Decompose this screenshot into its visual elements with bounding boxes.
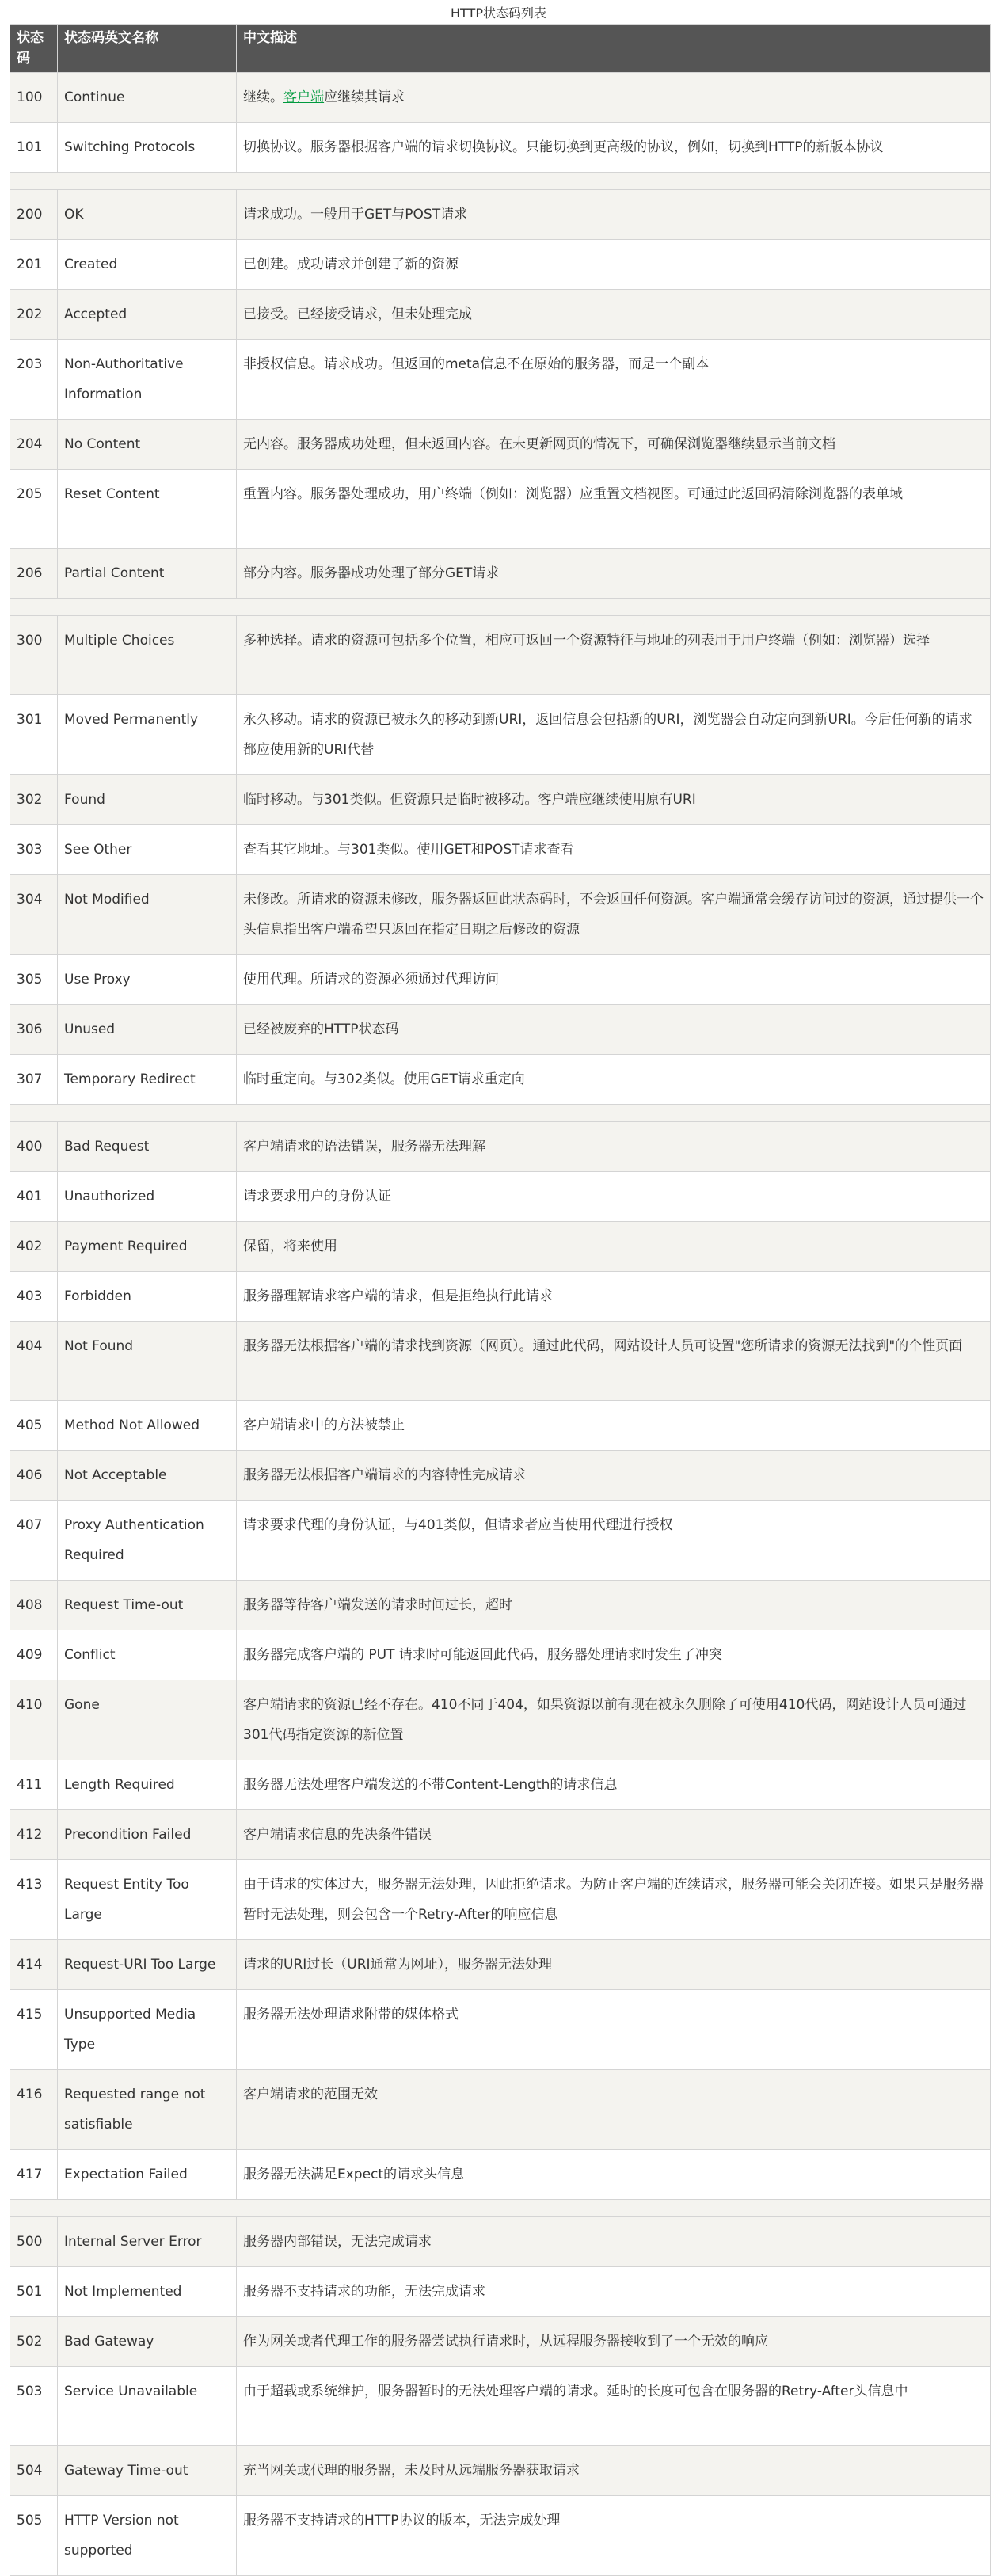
status-description-cell <box>237 1322 991 1401</box>
status-code-cell: 410 <box>10 1680 58 1760</box>
status-code-cell: 503 <box>10 2367 58 2446</box>
status-name-cell: Method Not Allowed <box>58 1401 237 1451</box>
status-description-cell <box>237 1630 991 1680</box>
status-description-cell <box>237 420 991 470</box>
description-text: 由于请求的实体过大，服务器无法处理，因此拒绝请求。为防止客户端的连续请求，服务器可能会关闭连接。如果只是服务器暂时无法处理，则会包含一个Retry-After的响应信息 <box>243 1877 984 1923</box>
group-separator <box>10 1105 991 1122</box>
status-name-cell: Switching Protocols <box>58 123 237 173</box>
description-text: 临时重定向。与302类似。使用GET请求重定向 <box>243 1071 525 1087</box>
status-description-cell <box>237 190 991 240</box>
status-description-cell <box>237 1810 991 1860</box>
description-text: 服务器不支持请求的HTTP协议的版本，无法完成处理 <box>243 2513 561 2528</box>
description-text: 由于超载或系统维护，服务器暂时的无法处理客户端的请求。延时的长度可包含在服务器的Retry-After头信息中 <box>243 2384 908 2399</box>
status-code-cell: 402 <box>10 1222 58 1272</box>
status-code-cell: 204 <box>10 420 58 470</box>
status-name-cell: Gone <box>58 1680 237 1760</box>
status-code-cell: 415 <box>10 1990 58 2070</box>
status-code-cell: 407 <box>10 1501 58 1581</box>
status-code-cell: 405 <box>10 1401 58 1451</box>
status-code-cell: 403 <box>10 1272 58 1322</box>
table-row <box>10 73 991 123</box>
status-description-cell <box>237 2217 991 2267</box>
description-text: 服务器完成客户端的 PUT 请求时可能返回此代码，服务器处理请求时发生了冲突 <box>243 1647 722 1663</box>
status-description-cell <box>237 1401 991 1451</box>
status-code-cell: 304 <box>10 875 58 955</box>
table-row <box>10 470 991 549</box>
status-description-cell <box>237 1055 991 1105</box>
status-description-cell <box>237 290 991 340</box>
status-code-cell: 307 <box>10 1055 58 1105</box>
status-description-cell <box>237 240 991 290</box>
table-row <box>10 775 991 825</box>
status-code-cell: 408 <box>10 1581 58 1630</box>
status-code-cell: 416 <box>10 2070 58 2150</box>
status-description-cell <box>237 2150 991 2200</box>
table-row <box>10 1272 991 1322</box>
header-desc: 中文描述 <box>237 25 991 73</box>
description-text: 请求要求用户的身份认证 <box>243 1189 391 1204</box>
description-text: 已经被废弃的HTTP状态码 <box>243 1022 399 1037</box>
status-code-cell: 401 <box>10 1172 58 1222</box>
table-row <box>10 1451 991 1501</box>
group-separator <box>10 599 991 616</box>
table-row <box>10 695 991 775</box>
table-row <box>10 1122 991 1172</box>
table-row <box>10 1940 991 1990</box>
status-name-cell: Internal Server Error <box>58 2217 237 2267</box>
description-text: 永久移动。请求的资源已被永久的移动到新URI，返回信息会包括新的URI，浏览器会自动定向到新URI。今后任何新的请求都应使用新的URI代替 <box>243 712 972 758</box>
status-name-cell: Unauthorized <box>58 1172 237 1222</box>
description-text: 服务器等待客户端发送的请求时间过长，超时 <box>243 1597 512 1613</box>
description-text: 请求要求代理的身份认证，与401类似，但请求者应当使用代理进行授权 <box>243 1517 673 1533</box>
status-code-cell: 100 <box>10 73 58 123</box>
description-text: 保留，将来使用 <box>243 1239 337 1254</box>
table-row <box>10 2150 991 2200</box>
table-row <box>10 1501 991 1581</box>
status-code-cell: 101 <box>10 123 58 173</box>
status-description-cell <box>237 1005 991 1055</box>
table-row <box>10 340 991 420</box>
status-description-cell <box>237 1222 991 1272</box>
table-row <box>10 2267 991 2317</box>
status-code-cell: 201 <box>10 240 58 290</box>
group-separator <box>10 2200 991 2217</box>
status-description-cell <box>237 2367 991 2446</box>
description-text: 未修改。所请求的资源未修改，服务器返回此状态码时，不会返回任何资源。客户端通常会缓存访问过的资源，通过提供一个头信息指出客户端希望只返回在指定日期之后修改的资源 <box>243 892 984 938</box>
status-name-cell: Request-URI Too Large <box>58 1940 237 1990</box>
status-code-cell: 205 <box>10 470 58 549</box>
table-row <box>10 2446 991 2496</box>
status-description-cell <box>237 1122 991 1172</box>
status-code-cell: 501 <box>10 2267 58 2317</box>
status-name-cell: Not Implemented <box>58 2267 237 2317</box>
table-caption: HTTP状态码列表 <box>451 6 546 21</box>
description-text: 客户端请求中的方法被禁止 <box>243 1417 405 1433</box>
status-description-cell <box>237 2070 991 2150</box>
status-name-cell: Conflict <box>58 1630 237 1680</box>
header-code: 状态码 <box>10 25 58 73</box>
status-name-cell: Expectation Failed <box>58 2150 237 2200</box>
table-row <box>10 875 991 955</box>
status-name-cell: Created <box>58 240 237 290</box>
description-text: 服务器理解请求客户端的请求，但是拒绝执行此请求 <box>243 1288 553 1304</box>
status-name-cell: Accepted <box>58 290 237 340</box>
table-row <box>10 2217 991 2267</box>
description-text: 客户端请求信息的先决条件错误 <box>243 1827 432 1843</box>
description-text: 服务器无法根据客户端的请求找到资源（网页）。通过此代码，网站设计人员可设置"您所请求的资源无法找到"的个性页面 <box>243 1338 963 1354</box>
description-text: 临时移动。与301类似。但资源只是临时被移动。客户端应继续使用原有URI <box>243 792 696 808</box>
status-code-cell: 404 <box>10 1322 58 1401</box>
status-name-cell: Temporary Redirect <box>58 1055 237 1105</box>
status-description-cell <box>237 2496 991 2576</box>
status-name-cell: No Content <box>58 420 237 470</box>
description-text: 请求成功。一般用于GET与POST请求 <box>243 207 468 223</box>
status-code-cell: 305 <box>10 955 58 1005</box>
status-code-cell: 303 <box>10 825 58 875</box>
table-row <box>10 1401 991 1451</box>
status-code-cell: 300 <box>10 616 58 695</box>
description-text: 已创建。成功请求并创建了新的资源 <box>243 257 459 272</box>
status-name-cell: Length Required <box>58 1760 237 1810</box>
status-code-cell: 202 <box>10 290 58 340</box>
description-text: 服务器内部错误，无法完成请求 <box>243 2234 432 2250</box>
table-row <box>10 1680 991 1760</box>
status-name-cell: Request Time-out <box>58 1581 237 1630</box>
status-description-cell <box>237 470 991 549</box>
table-row <box>10 290 991 340</box>
status-name-cell: Precondition Failed <box>58 1810 237 1860</box>
table-row <box>10 2070 991 2150</box>
status-description-cell <box>237 775 991 825</box>
status-description-cell <box>237 2267 991 2317</box>
status-description-cell <box>237 2446 991 2496</box>
status-code-cell: 411 <box>10 1760 58 1810</box>
table-row <box>10 1860 991 1940</box>
status-description-cell <box>237 340 991 420</box>
description-text: 作为网关或者代理工作的服务器尝试执行请求时，从远程服务器接收到了一个无效的响应 <box>243 2334 768 2350</box>
table-row <box>10 1630 991 1680</box>
status-name-cell: See Other <box>58 825 237 875</box>
description-text: 无内容。服务器成功处理，但未返回内容。在未更新网页的情况下，可确保浏览器继续显示当前文档 <box>243 436 835 452</box>
table-row <box>10 2496 991 2576</box>
status-name-cell: Forbidden <box>58 1272 237 1322</box>
description-text: 客户端请求的范围无效 <box>243 2087 378 2102</box>
table-row <box>10 123 991 173</box>
table-row <box>10 240 991 290</box>
status-code-cell: 301 <box>10 695 58 775</box>
status-description-cell <box>237 73 991 123</box>
description-prefix: 继续。 <box>243 89 283 105</box>
description-text: 请求的URI过长（URI通常为网址），服务器无法处理 <box>243 1957 553 1973</box>
description-text: 查看其它地址。与301类似。使用GET和POST请求查看 <box>243 842 574 858</box>
status-description-cell <box>237 825 991 875</box>
table-row <box>10 1990 991 2070</box>
description-text: 已接受。已经接受请求，但未处理完成 <box>243 306 472 322</box>
status-description-cell <box>237 1990 991 2070</box>
status-description-cell <box>237 2317 991 2367</box>
status-code-cell: 502 <box>10 2317 58 2367</box>
description-text: 切换协议。服务器根据客户端的请求切换协议。只能切换到更高级的协议，例如，切换到HTTP的新版本协议 <box>243 139 884 155</box>
table-row <box>10 1760 991 1810</box>
description-text: 服务器不支持请求的功能，无法完成请求 <box>243 2284 485 2300</box>
header-name: 状态码英文名称 <box>58 25 237 73</box>
status-name-cell: Not Found <box>58 1322 237 1401</box>
status-name-cell: Payment Required <box>58 1222 237 1272</box>
group-separator <box>10 173 991 190</box>
status-code-cell: 505 <box>10 2496 58 2576</box>
description-text: 服务器无法根据客户端请求的内容特性完成请求 <box>243 1467 526 1483</box>
table-row <box>10 1322 991 1401</box>
status-name-cell: OK <box>58 190 237 240</box>
table-row <box>10 1172 991 1222</box>
status-description-cell <box>237 1501 991 1581</box>
status-name-cell: Reset Content <box>58 470 237 549</box>
status-name-cell: Proxy Authentication Required <box>58 1501 237 1581</box>
table-row <box>10 955 991 1005</box>
status-description-cell <box>237 695 991 775</box>
status-name-cell: Gateway Time-out <box>58 2446 237 2496</box>
group-separator-cell <box>10 1105 991 1122</box>
description-text: 重置内容。服务器处理成功，用户终端（例如：浏览器）应重置文档视图。可通过此返回码清除浏览器的表单域 <box>243 486 903 502</box>
table-row <box>10 1581 991 1630</box>
group-separator-cell <box>10 173 991 190</box>
table-row <box>10 549 991 599</box>
description-text: 多种选择。请求的资源可包括多个位置，相应可返回一个资源特征与地址的列表用于用户终端（例如：浏览器）选择 <box>243 633 930 649</box>
status-description-cell <box>237 1760 991 1810</box>
status-name-cell: Requested range not satisfiable <box>58 2070 237 2150</box>
status-description-cell <box>237 875 991 955</box>
header-row <box>10 25 991 73</box>
group-separator-cell <box>10 2200 991 2217</box>
status-name-cell: Use Proxy <box>58 955 237 1005</box>
table-row <box>10 420 991 470</box>
status-name-cell: Request Entity Too Large <box>58 1860 237 1940</box>
table-row <box>10 616 991 695</box>
description-text: 服务器无法处理请求附带的媒体格式 <box>243 2007 459 2022</box>
status-code-cell: 406 <box>10 1451 58 1501</box>
table-row <box>10 1055 991 1105</box>
status-description-cell <box>237 549 991 599</box>
status-description-cell <box>237 1451 991 1501</box>
status-name-cell: Unsupported Media Type <box>58 1990 237 2070</box>
table-row <box>10 825 991 875</box>
table-row <box>10 1222 991 1272</box>
status-code-cell: 200 <box>10 190 58 240</box>
table-body <box>10 73 991 2576</box>
status-description-cell <box>237 123 991 173</box>
status-name-cell: Unused <box>58 1005 237 1055</box>
status-description-cell <box>237 1940 991 1990</box>
status-name-cell: Not Acceptable <box>58 1451 237 1501</box>
status-description-cell <box>237 955 991 1005</box>
status-description-cell <box>237 1172 991 1222</box>
status-code-cell: 400 <box>10 1122 58 1172</box>
table-row <box>10 190 991 240</box>
group-separator-cell <box>10 599 991 616</box>
status-code-cell: 413 <box>10 1860 58 1940</box>
status-name-cell: Found <box>58 775 237 825</box>
status-name-cell: Service Unavailable <box>58 2367 237 2446</box>
status-name-cell: Partial Content <box>58 549 237 599</box>
table-header <box>10 25 991 73</box>
client-link[interactable]: 客户端 <box>283 89 324 105</box>
description-text: 使用代理。所请求的资源必须通过代理访问 <box>243 972 499 987</box>
table-row <box>10 1810 991 1860</box>
status-code-cell: 306 <box>10 1005 58 1055</box>
status-description-cell <box>237 1272 991 1322</box>
status-description-cell <box>237 1680 991 1760</box>
description-text: 服务器无法满足Expect的请求头信息 <box>243 2167 465 2182</box>
description-text: 客户端请求的资源已经不存在。410不同于404，如果资源以前有现在被永久删除了可使用410代码，网站设计人员可通过301代码指定资源的新位置 <box>243 1697 967 1743</box>
status-code-cell: 203 <box>10 340 58 420</box>
status-code-cell: 302 <box>10 775 58 825</box>
status-name-cell: Bad Request <box>58 1122 237 1172</box>
description-text: 充当网关或代理的服务器，未及时从远端服务器获取请求 <box>243 2463 580 2479</box>
status-code-cell: 417 <box>10 2150 58 2200</box>
status-name-cell: HTTP Version not supported <box>58 2496 237 2576</box>
table-row <box>10 2317 991 2367</box>
status-description-cell <box>237 1581 991 1630</box>
status-description-cell <box>237 1860 991 1940</box>
description-text: 应继续其请求 <box>324 89 405 105</box>
status-name-cell: Bad Gateway <box>58 2317 237 2367</box>
status-name-cell: Moved Permanently <box>58 695 237 775</box>
status-code-cell: 414 <box>10 1940 58 1990</box>
status-code-table <box>10 24 991 2576</box>
status-code-cell: 206 <box>10 549 58 599</box>
table-row <box>10 2367 991 2446</box>
status-code-cell: 504 <box>10 2446 58 2496</box>
status-code-cell: 409 <box>10 1630 58 1680</box>
status-name-cell: Non-Authoritative Information <box>58 340 237 420</box>
table-row <box>10 1005 991 1055</box>
description-text: 服务器无法处理客户端发送的不带Content-Length的请求信息 <box>243 1777 618 1793</box>
status-name-cell: Continue <box>58 73 237 123</box>
status-code-cell: 500 <box>10 2217 58 2267</box>
status-name-cell: Multiple Choices <box>58 616 237 695</box>
status-name-cell: Not Modified <box>58 875 237 955</box>
status-code-cell: 412 <box>10 1810 58 1860</box>
description-text: 部分内容。服务器成功处理了部分GET请求 <box>243 565 500 581</box>
description-text: 客户端请求的语法错误，服务器无法理解 <box>243 1139 485 1155</box>
status-description-cell <box>237 616 991 695</box>
description-text: 非授权信息。请求成功。但返回的meta信息不在原始的服务器，而是一个副本 <box>243 356 710 372</box>
